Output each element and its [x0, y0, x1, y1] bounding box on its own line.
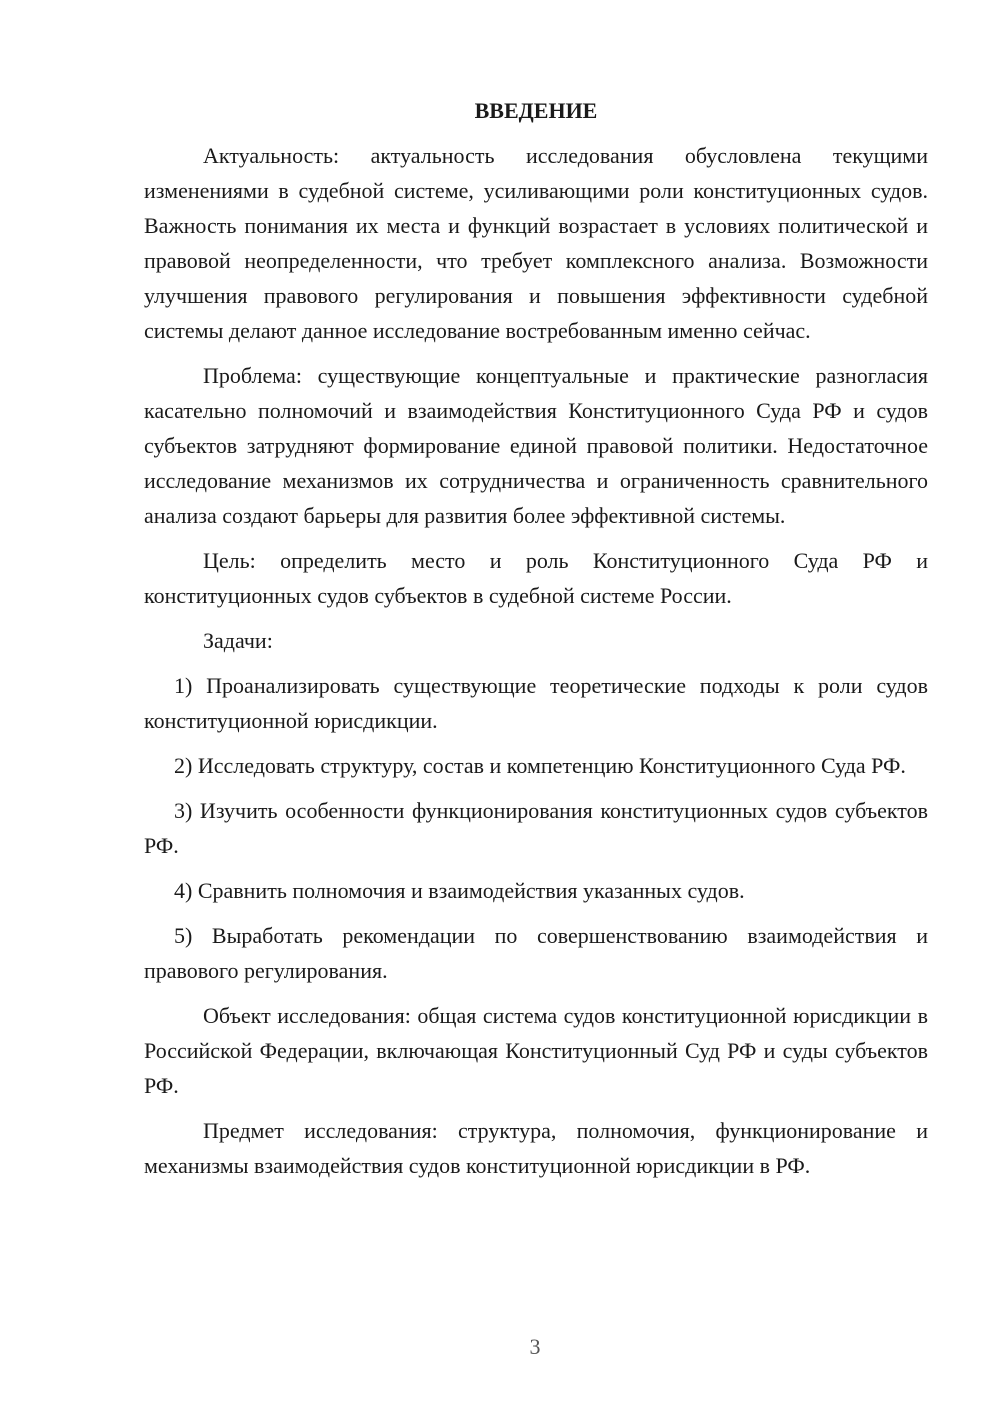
- task-item-4: 4) Сравнить полномочия и взаимодействия указанных судов.: [174, 878, 745, 903]
- subject-paragraph: Предмет исследования: структура, полномочия, функционирование и механизмы взаимодействия судов конституционной юрисдикции в РФ.: [144, 1118, 928, 1178]
- page-number: 3: [529, 1334, 541, 1359]
- task-item-3: 3) Изучить особенности функционирования конституционных судов субъектов РФ.: [144, 798, 928, 858]
- problem-paragraph: Проблема: существующие концептуальные и практические разногласия касательно полномочий и взаимодействия Конституционного Суда РФ и судов субъектов затрудняют формирование единой правовой политики. Недостаточное исследование механизмов их сотрудничества и ограниченность сравнительного анализа создают барьеры для развития более эффективной системы.: [144, 363, 928, 528]
- document-page: [144, 96, 928, 1193]
- goal-paragraph: Цель: определить место и роль Конституционного Суда РФ и конституционных судов субъектов в судебной системе России.: [144, 548, 928, 608]
- task-item-2: 2) Исследовать структуру, состав и компетенцию Конституционного Суда РФ.: [174, 753, 906, 778]
- page-title: ВВЕДЕНИЕ: [474, 98, 598, 123]
- relevance-paragraph: Актуальность: актуальность исследования обусловлена текущими изменениями в судебной системе, усиливающими роли конституционных судов. Важность понимания их места и функций возрастает в условиях политической и правовой неопределенности, что требует комплексного анализа. Возможности улучшения правового регулирования и повышения эффективности судебной системы делают данное исследование востребованным именно сейчас.: [144, 143, 928, 343]
- tasks-label: Задачи:: [203, 628, 273, 653]
- task-item-5: 5) Выработать рекомендации по совершенствованию взаимодействия и правового регулирования.: [144, 923, 928, 983]
- object-paragraph: Объект исследования: общая система судов конституционной юрисдикции в Российской Федерации, включающая Конституционный Суд РФ и суды субъектов РФ.: [144, 1003, 928, 1098]
- task-item-1: 1) Проанализировать существующие теоретические подходы к роли судов конституционной юрисдикции.: [144, 673, 928, 733]
